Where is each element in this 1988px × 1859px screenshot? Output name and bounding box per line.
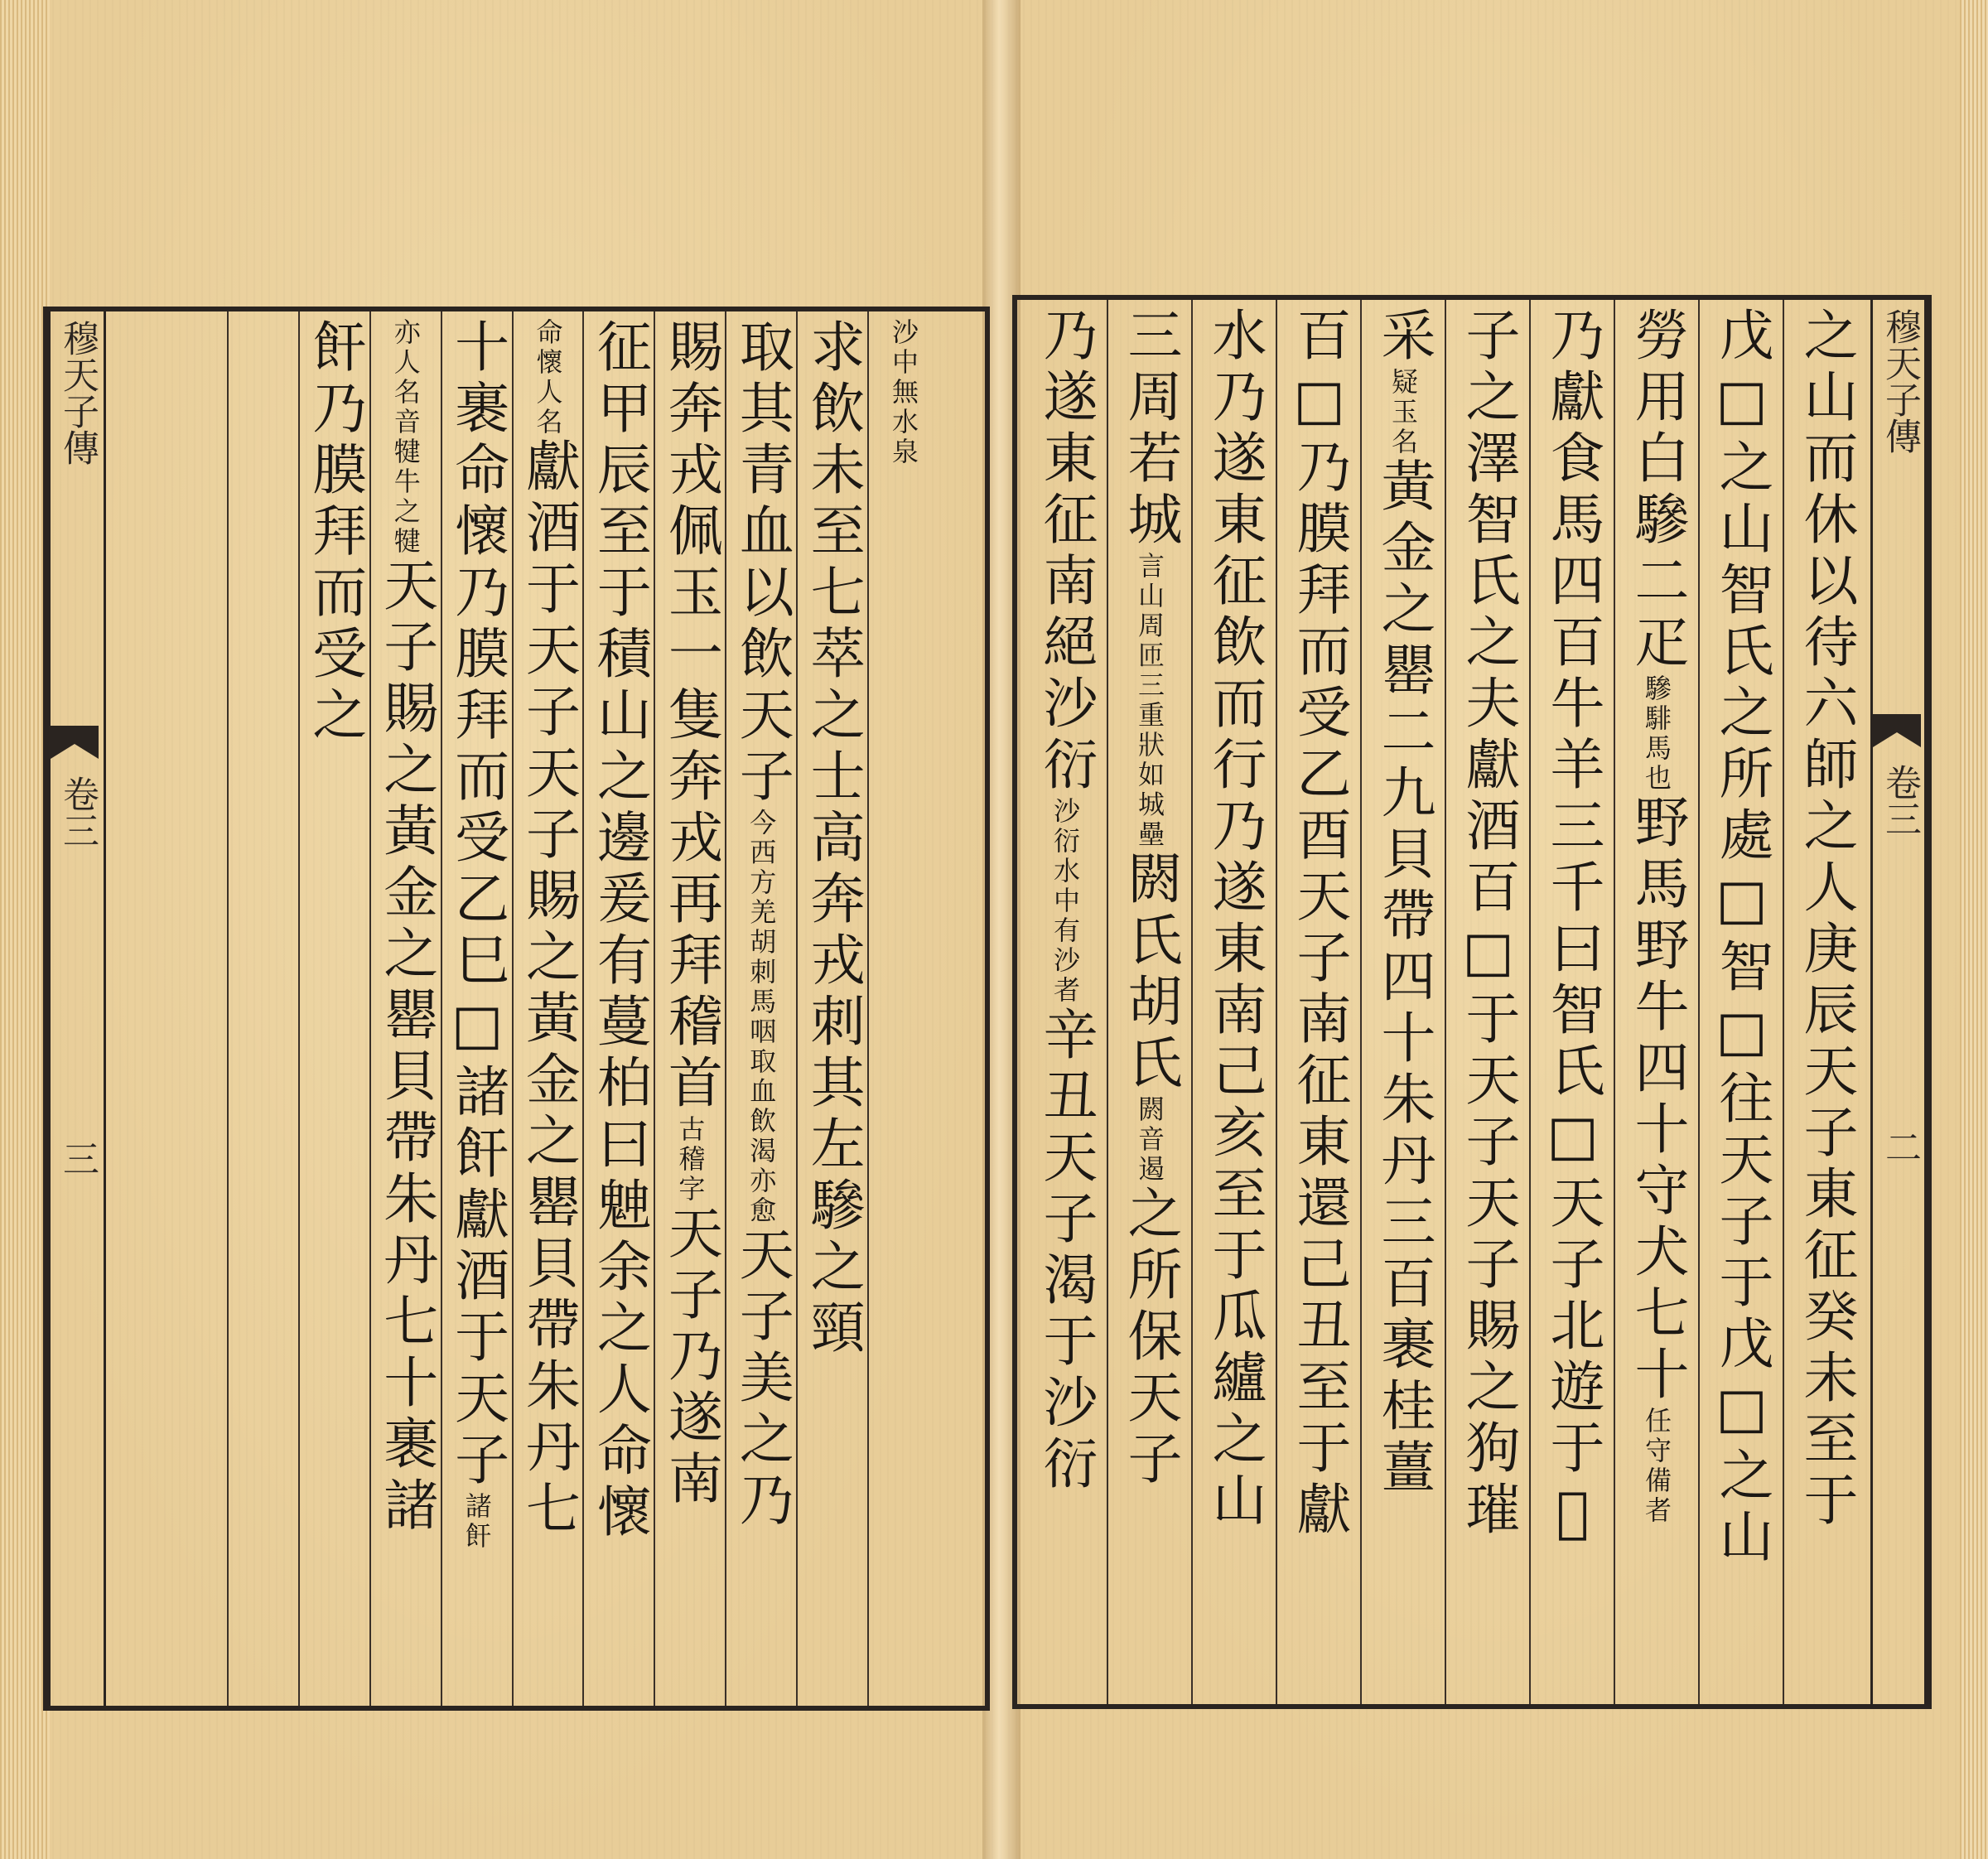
- main-text: 飦乃膜拜而受之: [302, 318, 367, 747]
- main-text: 子之澤智氏之夫獻酒百□于天子天子賜之狗璀: [1456, 307, 1520, 1542]
- column-text: [1287, 307, 1351, 1542]
- text-column: [725, 311, 796, 1706]
- commentary-text: 言山周匝三重狀如城壘: [1134, 552, 1165, 850]
- text-column: [796, 311, 867, 1706]
- column-text: [1794, 307, 1858, 1533]
- main-text: 之山而休以待六師之人庚辰天子東征癸未至于: [1794, 307, 1858, 1533]
- column-text: [445, 318, 509, 1552]
- main-text: 乃獻食馬四百牛羊三千曰智氏□天子北遊于𥠖: [1541, 307, 1604, 1551]
- column-text: [876, 318, 931, 467]
- main-text: 天子美之乃: [730, 1226, 794, 1533]
- left-text-frame: [43, 307, 990, 1711]
- text-column: [1360, 300, 1445, 1704]
- fishtail-mark: [1873, 714, 1921, 747]
- right-columns: [1024, 300, 1867, 1704]
- commentary-text: 任守備者: [1641, 1407, 1672, 1526]
- fishtail-mark: [51, 726, 99, 759]
- column-text: [374, 318, 438, 1538]
- main-text: 黃金之罌二九貝帶四十朱丹三百裹桂薑: [1372, 457, 1436, 1499]
- text-column: [1024, 300, 1107, 1704]
- main-text: 采: [1372, 307, 1436, 368]
- commentary-text: 沙中無水泉: [888, 318, 920, 467]
- column-text: [1456, 307, 1520, 1542]
- main-text: 征甲辰至于積山之邊爰有蔓柏曰䰠余之人命懷: [587, 318, 652, 1544]
- right-fold-center: [1870, 300, 1927, 1704]
- page-edges: [0, 0, 50, 1859]
- text-column: [1614, 300, 1698, 1704]
- main-text: 取其青血以飲天子: [730, 318, 794, 809]
- main-text: 野馬野牛四十守犬七十: [1625, 794, 1689, 1407]
- column-text: [1203, 307, 1267, 1533]
- column-text: [1034, 307, 1098, 1496]
- column-text: [587, 318, 652, 1544]
- main-text: 十裹命懷乃膜拜而受乙巳□諸飦獻酒于天子: [445, 318, 509, 1492]
- text-column: [227, 311, 298, 1706]
- column-text: [730, 318, 794, 1533]
- main-text: 戊□之山智氏之所處□智□往天子于戊□之山: [1710, 307, 1773, 1569]
- banxin-title: 穆天子傳: [1879, 308, 1921, 454]
- commentary-text: 閼音遏: [1134, 1095, 1165, 1185]
- main-text: 閼氏胡氏: [1118, 850, 1182, 1095]
- main-text: 百□乃膜拜而受乙酉天子南征東還己丑至于獻: [1287, 307, 1351, 1542]
- commentary-text: 沙衍水中有沙者: [1049, 797, 1081, 1006]
- banxin-leaf-number: 二: [1879, 1128, 1921, 1165]
- main-text: 求飲未至七萃之士高奔戎刺其左驂之頸: [801, 318, 866, 1360]
- column-text: [302, 318, 367, 747]
- text-column: [582, 311, 654, 1706]
- text-column: [1783, 300, 1867, 1704]
- column-text: [1625, 307, 1689, 1526]
- left-columns: [157, 311, 939, 1706]
- column-text: [1541, 307, 1604, 1551]
- commentary-text: 疑玉名: [1387, 368, 1419, 457]
- column-text: [516, 318, 581, 1541]
- text-column: [867, 311, 939, 1706]
- main-text: 獻酒于天子天子賜之黃金之罌貝帶朱丹七: [516, 437, 581, 1541]
- banxin-volume: 卷三: [56, 775, 99, 848]
- main-text: 水乃遂東征飲而行乃遂東南己亥至于瓜纑之山: [1203, 307, 1267, 1533]
- main-text: 乃遂東征南絕沙衍: [1034, 307, 1098, 797]
- main-text: 勞用白驂二疋: [1625, 307, 1689, 674]
- commentary-text: 命懷人名: [532, 318, 564, 437]
- column-text: [801, 318, 866, 1360]
- banxin-leaf-number: 三: [56, 1140, 99, 1176]
- text-column: [298, 311, 369, 1706]
- banxin-volume: 卷三: [1879, 764, 1921, 837]
- commentary-text: 驂騑馬也: [1641, 674, 1672, 794]
- text-column: [1445, 300, 1529, 1704]
- main-text: 天子乃遂南: [659, 1205, 723, 1511]
- commentary-text: 今西方羌胡刺馬咽取血飲渴亦愈: [746, 809, 778, 1226]
- column-text: [659, 318, 723, 1511]
- main-text: 天子賜之黃金之罌貝帶朱丹七十裹諸: [374, 557, 438, 1538]
- column-text: [1710, 307, 1773, 1569]
- main-text: 賜奔戎佩玉一隻奔戎再拜稽首: [659, 318, 723, 1115]
- text-column: [1698, 300, 1783, 1704]
- commentary-text: 古稽字: [674, 1115, 707, 1205]
- banxin-title: 穆天子傳: [56, 320, 99, 466]
- text-column: [1276, 300, 1360, 1704]
- text-column: [654, 311, 725, 1706]
- column-text: [1372, 307, 1436, 1499]
- column-text: [1118, 307, 1182, 1491]
- text-column: [1107, 300, 1191, 1704]
- right-text-frame: [1012, 295, 1932, 1709]
- commentary-text: 諸飦: [461, 1492, 493, 1552]
- commentary-text: 亦人名音犍牛之犍: [389, 318, 422, 557]
- main-text: 三周若城: [1118, 307, 1182, 552]
- main-text: 之所保天子: [1118, 1185, 1182, 1491]
- text-column: [157, 311, 227, 1706]
- text-column: [1191, 300, 1276, 1704]
- text-column: [1529, 300, 1614, 1704]
- text-column: [441, 311, 512, 1706]
- text-column: [512, 311, 583, 1706]
- text-column: [369, 311, 441, 1706]
- page-edges: [1960, 0, 1988, 1859]
- main-text: 辛丑天子渴于沙衍: [1034, 1006, 1098, 1496]
- left-fold-center: [48, 311, 106, 1706]
